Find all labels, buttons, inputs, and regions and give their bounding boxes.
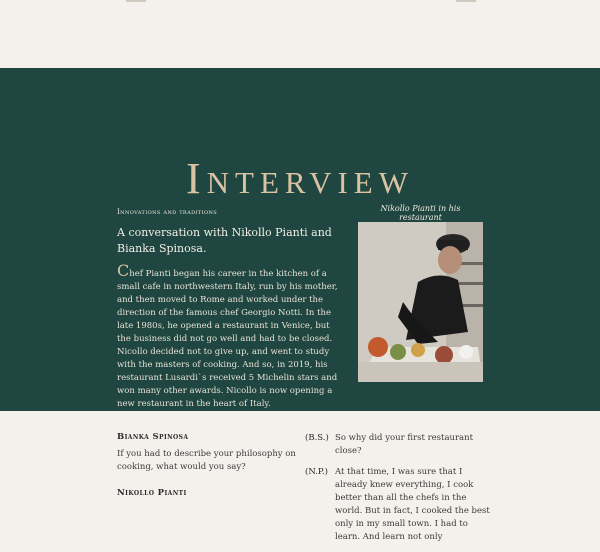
speaker-tag: (B.S.) — [305, 433, 329, 443]
top-divider-left — [126, 0, 146, 2]
qa-line — [305, 466, 495, 544]
intro-body-text: hef Pianti began his career in the kitchen of a small cafe in northwestern Italy, run by his mother, and then moved to Rome and worked under the direction of the famous chef Georgio Notti. In the late 1980s, he opened a restaurant in Venice, but the business did not go well and had to be closed. Nicollo decided not to give up, and went to study with the masters of cooking. And so, in 2019, his restaurant Lusardi`s received 5 Michelin stars and won many other awards. Nicollo is now opening a new restaurant in the heart of Italy. — [117, 269, 338, 409]
qa-line — [305, 432, 495, 458]
qa-text: So why did your first restaurant close? — [335, 433, 474, 456]
speaker-tag: (N.P.) — [305, 467, 328, 477]
drop-cap: C — [117, 261, 130, 280]
speaker-label: Bianka Spinosa — [117, 432, 189, 442]
page-title: Interview — [185, 154, 414, 204]
qa-text: At that time, I was sure that I already knew everything, I cook better than all the chefs in the world. But in fact, I cooked the best only in my small town. I had to learn. And learn not only — [335, 467, 490, 542]
chef-photo-illustration — [358, 222, 483, 382]
intro-body — [117, 261, 345, 411]
photo-caption: Nikollo Pianti in his restaurant — [380, 204, 461, 222]
qa-left-column — [117, 432, 297, 504]
question-text: If you had to describe your philosophy on cooking, what would you say? — [117, 449, 296, 472]
chef-photo — [358, 222, 483, 382]
speaker-label: Nikollo Pianti — [117, 488, 187, 498]
top-strip — [0, 0, 600, 68]
section-kicker: Innovations and traditions — [117, 208, 218, 216]
interview-hero — [0, 68, 600, 411]
qa-right-column — [305, 432, 495, 552]
top-divider-right — [456, 0, 476, 2]
lede-text: A conversation with Nikollo Pianti and Bianka Spinosa. — [117, 226, 332, 255]
